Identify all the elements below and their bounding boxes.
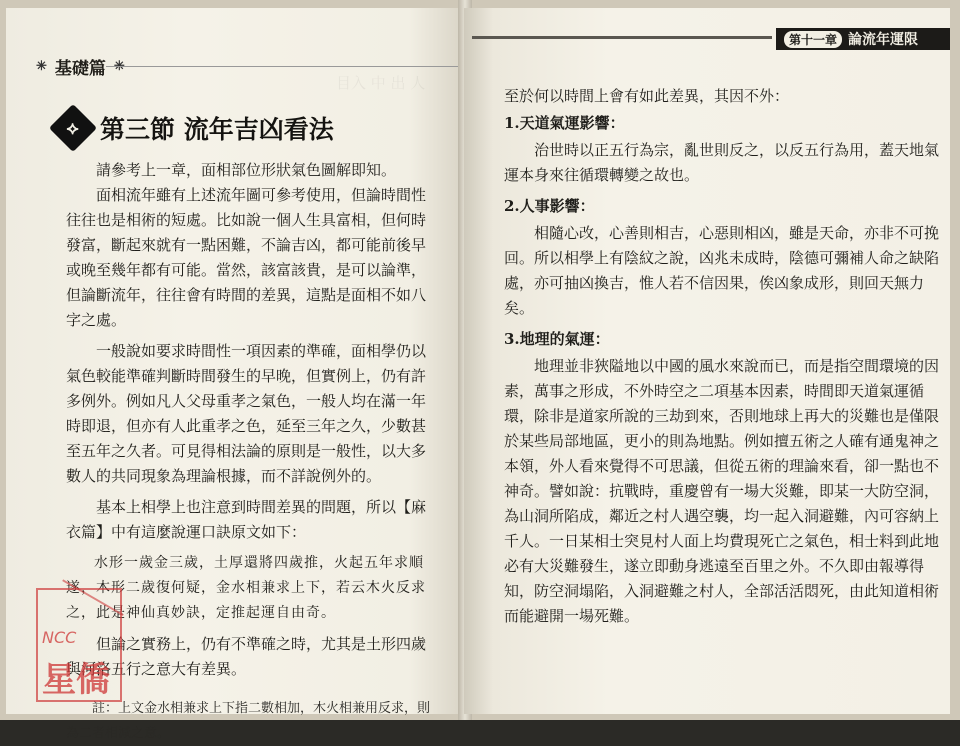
paragraph: 基本上相學上也注意到時間差異的問題，所以【麻衣篇】中有這麼說運口訣原文如下： xyxy=(66,498,427,541)
intro-line: 至於何以時間上會有如此差異，其因不外： xyxy=(504,87,790,105)
item-text: 地理並非狹隘地以中國的風水來說而已，而是指空間環境的因素，萬事之形成，不外時空之二項基本因素，時間即天道氣運循環，除非是道家所說的三劫到來，否則地球上再大的災難也是僅限於某些局部地區，更小的則為地點。例如擅五術之人確有通鬼神之本領，外人看來覺得不可思議，但從五術的理論來看，卻一點也不神奇。譬如說：抗戰時，重慶曾有一場大災難，即某一大防空洞，為山洞所陷成，鄰近之村人遇空襲，均一起入洞避難，內可容納上千人。一日某相士突見村人面上均費現死亡之氣色，相士料到此地必有大災難發生，遂立即動身逃遠至百里之外。不久即由報導得知，防空洞塌陷，入洞避難之村人，全部活活悶死，由此知道相術而能避開一場死難。 xyxy=(504,357,940,625)
watermark-line1: NCC xyxy=(42,628,77,647)
header-title: 基礎篇 xyxy=(54,59,106,79)
chapter-number: 第十一章 xyxy=(784,31,842,48)
footnote: 註：上文金水相兼求上下指二數相加，木火相兼用反求，則為二者相減之意。 xyxy=(66,701,431,741)
item-text: 相隨心改，心善則相吉，心惡則相凶，雖是天命，亦非不可挽回。所以相學上有陰紋之說，凶兆未成時，陰德可彌補人命之缺陷處，亦可抽凶換吉，惟人若不信因果，俟凶象成形，則回天無力矣。 xyxy=(504,224,940,317)
header-band xyxy=(472,36,772,39)
left-page xyxy=(6,8,464,741)
right-body-text xyxy=(504,84,944,629)
item-heading: 1.天道氣運影響： xyxy=(504,114,625,132)
item-heading: 2.人事影響： xyxy=(504,197,595,215)
watermark-logo xyxy=(36,588,122,702)
flourish-icon: ✳ xyxy=(36,59,47,74)
paragraph: 請參考上一章，面相部位形狀氣色圖解即知。 xyxy=(96,161,397,179)
watermark-line2: 星僑 xyxy=(42,660,110,700)
chapter-header xyxy=(464,28,950,50)
section-title xyxy=(56,110,334,146)
right-page xyxy=(464,8,950,714)
page-header xyxy=(36,54,125,79)
paragraph: 一般說如要求時間性一項因素的準確，面相學仍以氣色較能準確判斷時間發生的早晚，但實例上，仍有許多例外。例如凡人父母重孝之氣色，一般人均在滿一年時即退，但亦有人此重孝之色，延至三年之久，少數甚至五年之久者。可見得相法論的原則是一般性，以大多數人的共同現象為理論根據，而不詳說例外的。 xyxy=(66,342,427,485)
paragraph: 面相流年雖有上述流年圖可參考使用，但論時間性往往也是相術的短處。比如說一個人生具富相，但何時發富，斷起來就有一點困難，不論吉凶，都可能前後早或晚至幾年都有可能。當然，該富該貴，是可以論準，但論斷流年，往往會有時間的差異，這點是面相不如八字之處。 xyxy=(66,186,427,329)
section-marker-icon: ⟡ xyxy=(49,104,97,152)
item-heading: 3.地理的氣運： xyxy=(504,330,610,348)
bleed-through-text: 目入 中 出 人 xyxy=(336,74,426,92)
header-rule xyxy=(106,66,486,67)
verse-quote: 水形一歲金三歲，土厚還將四歲推，火起五年求順遂，木形二歲復何疑，金水相兼求上下，若云木火反求之，此是神仙真妙訣，定推起運自由奇。 xyxy=(66,555,426,621)
chapter-tag xyxy=(776,28,950,50)
item-text: 治世時以正五行為宗，亂世則反之，以反五行為用，蓋天地氣運本身來往循環轉變之故也。 xyxy=(504,141,940,184)
paragraph: 但論之實務上，仍有不準確之時，尤其是土形四歲與河洛五行之意大有差異。 xyxy=(66,635,427,678)
section-title-text: 第三節 流年吉凶看法 xyxy=(100,115,334,144)
chapter-title: 論流年運限 xyxy=(848,32,919,48)
